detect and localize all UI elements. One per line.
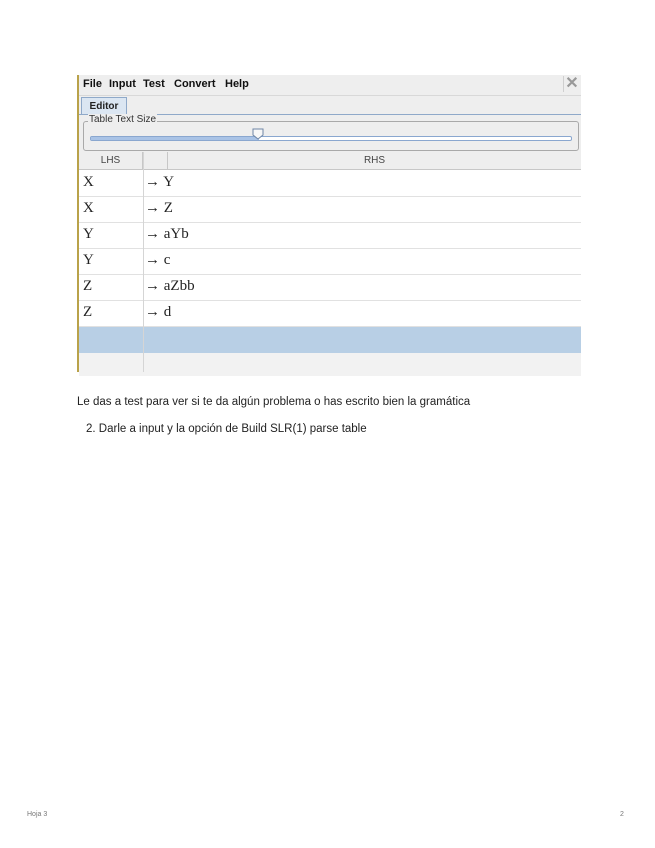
table-row[interactable] [79, 300, 581, 327]
menu-file[interactable]: File [83, 78, 102, 90]
table-text-size-group [83, 114, 579, 151]
table-row[interactable] [79, 222, 581, 249]
cell-lhs[interactable]: X [83, 174, 94, 190]
cell-lhs[interactable]: Y [83, 252, 94, 268]
column-header-rhs[interactable]: RHS [168, 152, 581, 170]
menu-help[interactable]: Help [225, 78, 249, 90]
grammar-table [79, 152, 581, 372]
cell-rhs[interactable]: → c [145, 252, 171, 268]
column-header-spacer [143, 152, 168, 170]
table-row[interactable] [79, 196, 581, 223]
cell-rhs[interactable]: → d [145, 304, 172, 320]
menu-bar [79, 75, 581, 96]
column-divider [143, 152, 144, 372]
menu-test[interactable]: Test [143, 78, 165, 90]
close-icon[interactable]: ✕ [563, 76, 580, 92]
cell-rhs[interactable]: → Y [145, 174, 175, 190]
cell-rhs[interactable]: → aZbb [145, 278, 195, 294]
cell-lhs[interactable]: X [83, 200, 94, 216]
table-row[interactable] [79, 248, 581, 275]
footer-page-number: 2 [620, 811, 624, 818]
table-row[interactable] [79, 274, 581, 301]
table-row-selected-empty[interactable] [79, 327, 581, 353]
menu-convert[interactable]: Convert [174, 78, 216, 90]
table-text-size-label: Table Text Size [89, 114, 157, 125]
tab-editor[interactable]: Editor [81, 97, 127, 115]
list-item: 2. Darle a input y la opción de Build SLR(1) parse table [86, 423, 367, 435]
paragraph: Le das a test para ver si te da algún problema o has escrito bien la gramática [77, 396, 471, 408]
cell-rhs[interactable]: → Z [145, 200, 173, 216]
cell-lhs[interactable]: Z [83, 304, 93, 320]
slider-thumb-icon[interactable] [252, 128, 264, 140]
menu-input[interactable]: Input [109, 78, 136, 90]
cell-lhs[interactable]: Y [83, 226, 94, 242]
table-row[interactable] [79, 170, 581, 197]
jflap-window [77, 75, 581, 372]
footer-sheet-label: Hoja 3 [27, 811, 48, 818]
cell-lhs[interactable]: Z [83, 278, 93, 294]
slider-fill [91, 137, 259, 140]
cell-rhs[interactable]: → aYb [145, 226, 189, 242]
table-empty-area [79, 353, 581, 376]
column-header-lhs[interactable]: LHS [79, 152, 143, 170]
text-size-slider[interactable] [90, 136, 572, 141]
